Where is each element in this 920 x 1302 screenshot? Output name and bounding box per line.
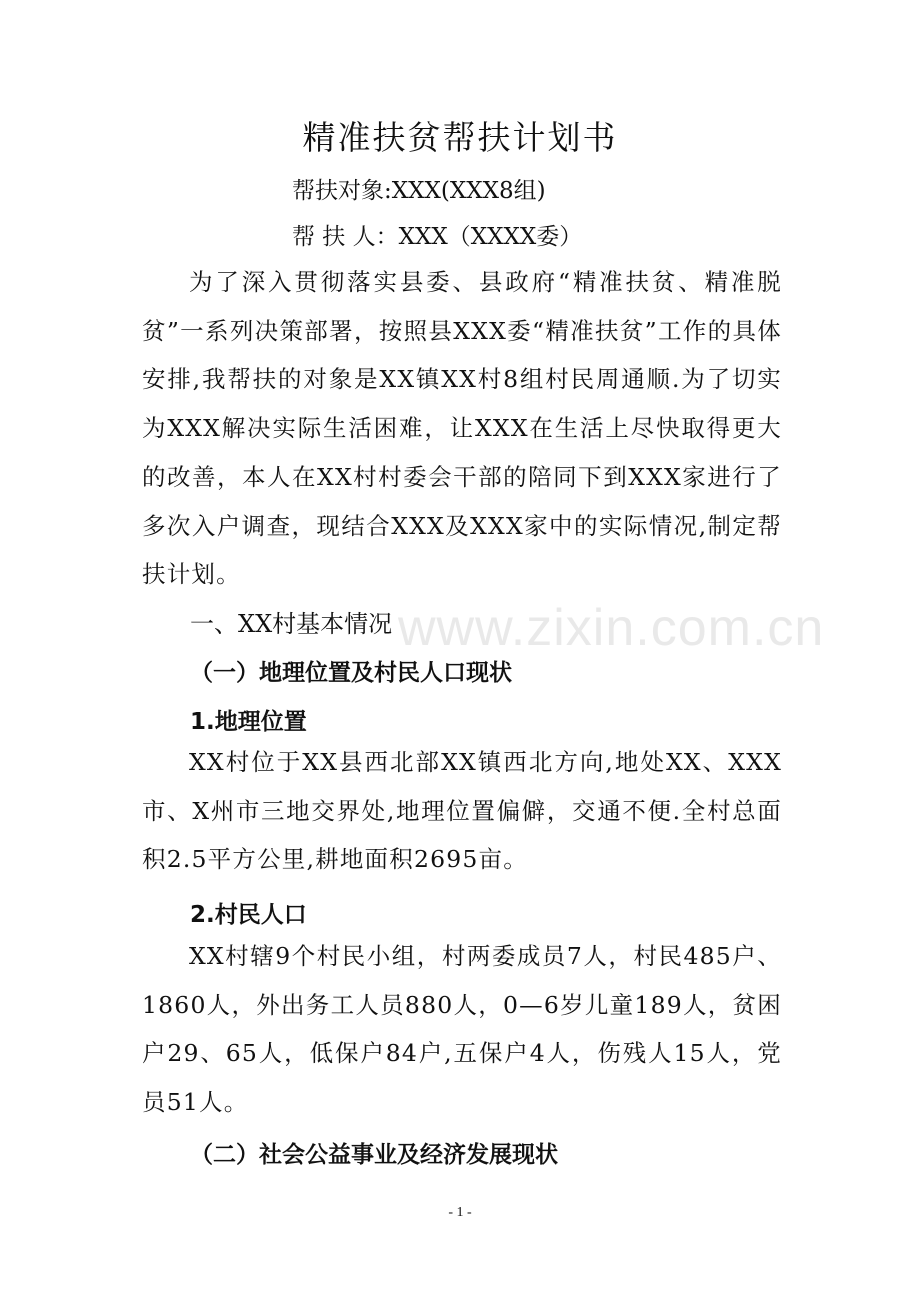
population-paragraph: XX村辖9个村民小组，村两委成员7人，村民485户、1860人，外出务工人员880人，0—6岁儿童189人，贫困户29、65人，低保户84户,五保户4人，伤残人15人，党员51人。 <box>142 942 782 1117</box>
subsection-heading-1: （一）地理位置及村民人口现状 <box>190 660 512 686</box>
subsection-heading-2: （二）社会公益事业及经济发展现状 <box>190 1142 558 1168</box>
intro-paragraph: 为了深入贯彻落实县委、县政府“精准扶贫、精准脱贫”一系列决策部署，按照县XXX委“精准扶贫”工作的具体安排,我帮扶的对象是XX镇XX村8组村民周通顺.为了切实为XXX解决实际生活困难，让XXX在生活上尽快取得更大的改善，本人在XX村村委会干部的陪同下到XXX家进行了多次入户调查，现结合XXX及XXX家中的实际情况,制定帮扶计划。 <box>142 268 782 589</box>
page-number: - 1 - <box>448 1205 472 1220</box>
helper-line: 帮 扶 人：XXX（XXXX委） <box>292 224 583 250</box>
document-title: 精准扶贫帮扶计划书 <box>302 118 618 157</box>
item-heading-population: 2.村民人口 <box>190 902 307 928</box>
watermark: www.zixin.com.cn <box>398 599 825 657</box>
section-heading: 一、XX村基本情况 <box>190 610 393 638</box>
target-line: 帮扶对象:XXX(XXX8组) <box>292 178 546 204</box>
item-heading-location: 1.地理位置 <box>190 709 307 735</box>
location-paragraph: XX村位于XX县西北部XX镇西北方向,地处XX、XXX市、X州市三地交界处,地理位置偏僻，交通不便.全村总面积2.5平方公里,耕地面积2695亩。 <box>142 748 782 874</box>
